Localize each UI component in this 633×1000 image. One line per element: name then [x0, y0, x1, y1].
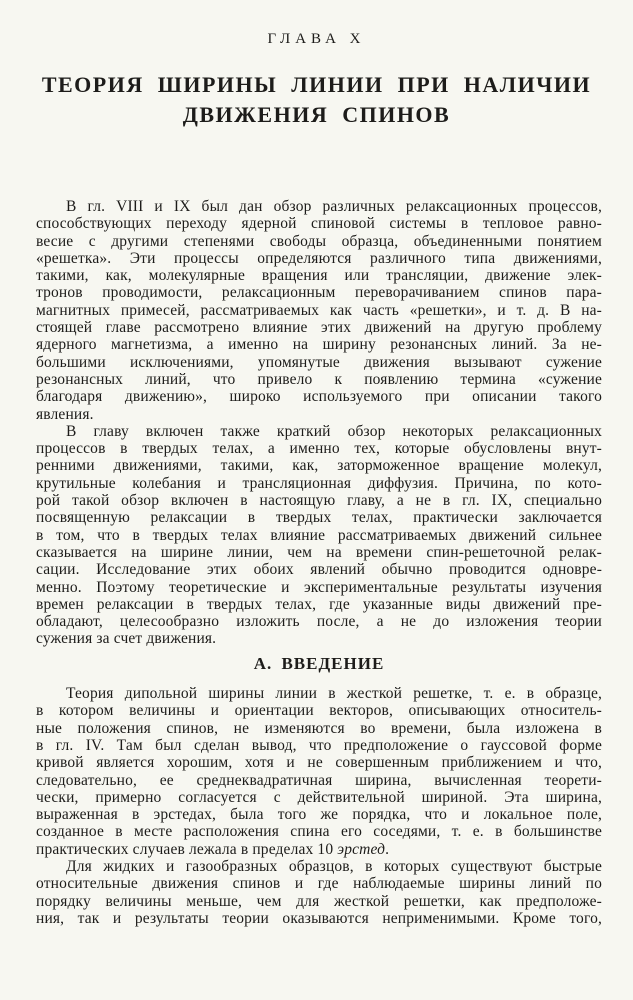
section-heading: А. ВВЕДЕНИЕ: [253, 653, 385, 673]
paragraph: [36, 198, 602, 423]
text-line: Теория дипольной ширины линии в жесткой решетке, т. е. в образце,: [66, 685, 602, 703]
text-line: ренними движениями, такими, как, заторможенное вращение молекул,: [36, 457, 602, 475]
text-line: магнитных примесей, рассматриваемых как часть «решетки», и т. д. В на-: [36, 301, 602, 319]
text-segment: практических случаев лежала в пределах 10: [36, 840, 338, 858]
text-line: чески, примерно согласуется с действительной шириной. Эта ширина,: [36, 788, 602, 806]
italic-term: эрстед: [337, 840, 386, 858]
paragraph: [36, 423, 602, 648]
text-line: сации. Исследование этих обоих явлений обычно проводится одновре-: [36, 561, 602, 579]
text-line: Для жидких и газообразных образцов, в которых существуют быстрые: [66, 857, 602, 875]
text-line: времен релаксации в твердых телах, где указанные виды движений пре-: [36, 595, 602, 613]
text-line: в котором величины и ориентации векторов, описывающих относитель-: [36, 702, 602, 720]
text-line: тронов проводимости, релаксационным переворачиванием спинов пара-: [36, 284, 602, 302]
page-title: [0, 70, 633, 130]
text-line: менно. Поэтому теоретические и экспериментальные результаты изучения: [36, 578, 602, 596]
text-line: относительные движения спинов и где наблюдаемые ширины линий по: [36, 875, 602, 893]
text-line: весие с другими степенями свободы образца, объединенными понятием: [36, 232, 602, 250]
page-body: [36, 198, 602, 927]
text-line: В главу включен также краткий обзор некоторых релаксационных: [66, 422, 602, 440]
text-line: «решетка». Эти процессы определяются различного типа движениями,: [36, 249, 602, 267]
text-line: кривой является хорошим, хотя и не совершенным приближением и что,: [36, 754, 602, 772]
page-title-line2: ДВИЖЕНИЯ СПИНОВ: [182, 102, 451, 127]
text-line: ные положения спинов, не изменяются во времени, была изложена в: [36, 719, 602, 737]
paragraph: [36, 858, 602, 927]
text-line: сужения за счет движения.: [36, 630, 217, 648]
chapter-label: ГЛАВА X: [267, 31, 366, 47]
text-line: большими исключениями, упомянутые движения вызывают сужение: [36, 353, 602, 371]
text-segment: .: [385, 840, 390, 858]
text-line: порядку величины меньше, чем для жесткой решетки, как предположе-: [36, 892, 602, 910]
text-line: крутильные колебания и трансляционная диффузия. Причина, по кото-: [36, 474, 602, 492]
text-line: в гл. IV. Там был сделан вывод, что предположение о гауссовой форме: [36, 736, 602, 754]
text-line: следовательно, ее среднеквадратичная ширина, вычисленная теорети-: [36, 771, 602, 789]
text-line: стоящей главе рассмотрено влияние этих движений на другую проблему: [36, 319, 602, 337]
text-line: благодаря движению», широко используемого при описании такого: [36, 388, 602, 406]
text-line: В гл. VIII и IX был дан обзор различных релаксационных процессов,: [66, 198, 602, 215]
text-line: выраженная в эрстедах, была того же порядка, что и локальное поле,: [36, 806, 602, 824]
text-line: [36, 841, 602, 858]
paragraph: [36, 685, 602, 858]
text-line: посвященную релаксации в твердых телах, практически заключается: [36, 509, 602, 527]
text-line: такими, как, молекулярные вращения или трансляции, движение элек-: [36, 267, 602, 285]
text-line: сказывается на ширине линии, чем на времени спин-решеточной релак-: [36, 543, 602, 561]
text-line: обладают, целесообразно изложить после, а не до изложения теории: [36, 613, 602, 631]
text-line: резонансных линий, что привело к появлению термина «сужение: [36, 370, 602, 388]
text-line: способствующих переходу ядерной спиновой системы в тепловое равно-: [36, 215, 602, 233]
text-line: ния, так и результаты теории оказываются неприменимыми. Кроме того,: [36, 909, 602, 927]
text-line: процессов в твердых телах, а именно тех, которые обусловлены внут-: [36, 440, 602, 458]
page-title-line1: ТЕОРИЯ ШИРИНЫ ЛИНИИ ПРИ НАЛИЧИИ: [41, 72, 592, 97]
text-line: ядерного магнетизма, а именно на ширину резонансных линий. За не-: [36, 336, 602, 354]
text-line: созданное в месте расположения спина его соседями, т. е. в большинстве: [36, 823, 602, 841]
text-line: в том, что в твердых телах влияние рассматриваемых движений сильнее: [36, 526, 602, 544]
text-line: явления.: [36, 405, 94, 423]
text-line: рой такой обзор включен в настоящую главу, а не в гл. IX, специально: [36, 492, 602, 510]
